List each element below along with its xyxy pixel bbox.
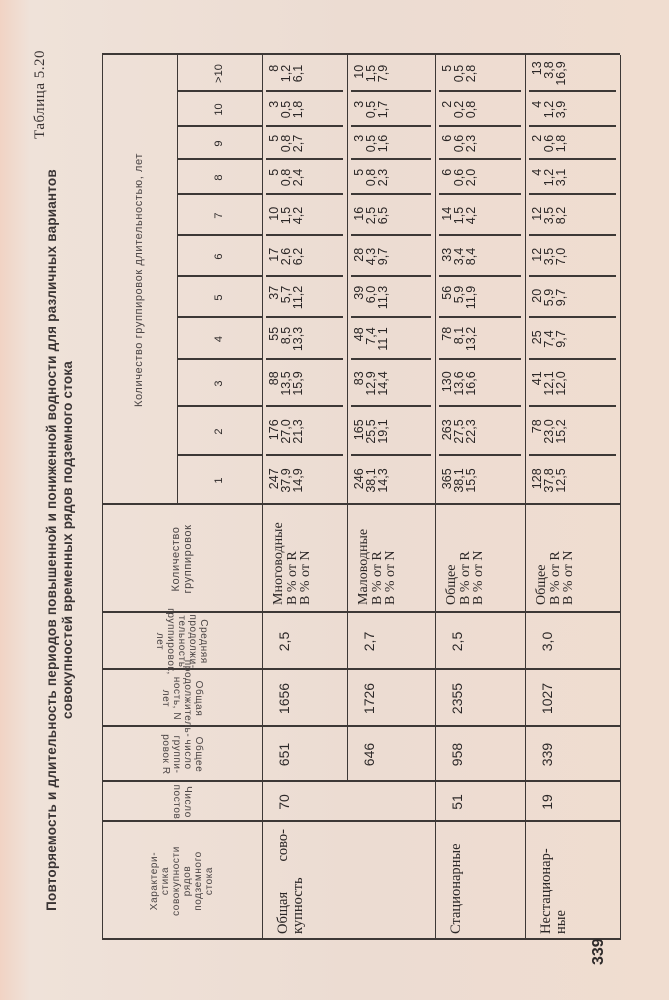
value-stack	[531, 330, 567, 347]
value-percent-r: 0,6	[452, 134, 466, 153]
value-percent-n: 8,2	[554, 206, 568, 225]
value-stack	[353, 101, 389, 118]
row-value-cell	[347, 456, 395, 505]
value-percent-r: 8,1	[452, 326, 466, 345]
value-count: 3	[352, 100, 366, 108]
row-value-cell	[435, 277, 483, 318]
value-count: 3	[267, 100, 281, 108]
row-value-cell	[347, 160, 395, 195]
value-count: 2	[530, 134, 544, 142]
row-stations: 51	[449, 794, 465, 810]
row-group-label-line: Общее	[444, 564, 459, 605]
value-count: 2	[440, 100, 454, 108]
row-value-cell	[262, 277, 310, 318]
value-stack	[531, 468, 567, 492]
value-percent-n: 11 1	[376, 327, 390, 351]
table-title-line-1: Повторяемость и длительность периодов повышенной и пониженной водности для различных вариантов	[44, 169, 59, 911]
header-groupings-count-line: группировок	[182, 524, 194, 594]
header-total-duration-n	[102, 659, 262, 738]
value-stack	[353, 468, 389, 492]
value-stack	[268, 135, 304, 152]
row-value-cell	[262, 318, 310, 360]
value-count: 25	[530, 330, 544, 345]
row-total-duration-n: 1726	[361, 682, 377, 715]
value-stack	[268, 286, 304, 309]
value-percent-r: 1,5	[279, 206, 293, 225]
value-stack	[353, 65, 389, 82]
value-count: 128	[530, 468, 544, 490]
value-percent-r: 3,8	[542, 61, 556, 79]
value-percent-n: 14,4	[376, 371, 390, 396]
row-value-cell	[525, 55, 573, 92]
row-group-label-line: Многоводные	[271, 522, 286, 605]
row-group-label-line: В % от N	[298, 550, 313, 605]
row-total-groups-r: 958	[449, 742, 465, 767]
row-characteristic-line: Стационарные	[448, 843, 464, 934]
value-count: 6	[440, 134, 454, 142]
row-value-cell	[347, 127, 395, 160]
row-group-label	[262, 505, 347, 605]
value-count: 365	[440, 468, 454, 490]
value-count: 4	[530, 100, 544, 108]
value-stack	[441, 286, 477, 309]
value-percent-n: 14,3	[376, 468, 390, 493]
value-percent-n: 15,5	[464, 468, 478, 493]
row-group-label-line: В % от R	[457, 551, 473, 605]
value-stack	[441, 207, 477, 224]
header-total-groups-r-line: ровок R	[160, 734, 171, 775]
header-stations: Число постов	[171, 784, 193, 820]
value-percent-n: 6,2	[291, 247, 305, 266]
value-percent-r: 2,5	[364, 206, 378, 225]
row-value-cell	[435, 92, 483, 127]
value-stack	[531, 101, 567, 118]
value-percent-n: 8,4	[464, 247, 478, 266]
header-total-duration-n-line: ность, N лет	[160, 676, 182, 721]
value-percent-n: 16,9	[554, 61, 568, 86]
row-value-cell	[262, 360, 310, 407]
value-percent-r: 0,8	[364, 168, 378, 187]
value-percent-r: 1,2	[542, 100, 556, 119]
page-number: 339	[590, 938, 607, 965]
value-stack	[268, 101, 304, 118]
row-value-cell	[525, 360, 573, 407]
row-value-cell	[347, 55, 395, 92]
row-characteristic-word: сово-	[275, 829, 291, 862]
value-percent-r: 13,6	[452, 371, 466, 396]
header-duration-9: 9	[213, 140, 225, 147]
header-duration-3: 3	[213, 380, 225, 387]
value-percent-n: 11,9	[464, 285, 478, 310]
header-characteristic-line: подземного	[193, 851, 204, 911]
value-percent-r: 27,5	[452, 419, 466, 444]
row-value-cell	[262, 195, 310, 236]
value-percent-r: 0,8	[279, 168, 293, 187]
value-stack	[441, 371, 477, 395]
row-value-cell	[525, 236, 573, 277]
row-value-cell	[525, 318, 573, 360]
value-count: 88	[267, 371, 281, 386]
value-percent-n: 21,3	[291, 419, 305, 444]
value-count: 48	[352, 327, 366, 342]
value-stack	[268, 169, 304, 186]
row-total-duration-n: 1027	[539, 682, 555, 715]
header-characteristic-line: рядов	[182, 865, 193, 897]
value-percent-r: 37,9	[279, 468, 293, 493]
value-percent-r: 12,1	[542, 371, 556, 396]
row-value-cell	[435, 55, 483, 92]
value-percent-n: 13,2	[464, 326, 478, 352]
value-percent-r: 27,0	[279, 419, 293, 444]
row-group-label-line: В % от R	[284, 551, 300, 605]
value-count: 5	[267, 168, 281, 176]
row-mean-duration: 2,7	[361, 631, 377, 652]
header-characteristic-line: стика	[160, 866, 171, 896]
header-characteristic-line: Характери-	[149, 851, 160, 911]
header-duration-group: Количество группировок длительностью, лет	[133, 152, 145, 408]
value-percent-r: 0,6	[452, 168, 466, 187]
value-percent-r: 38,1	[364, 468, 378, 493]
header-mean-duration-line: лет	[154, 632, 166, 651]
row-mean-duration: 2,5	[449, 631, 465, 652]
row-value-cell	[435, 195, 483, 236]
value-stack	[531, 169, 567, 186]
row-value-cell	[347, 236, 395, 277]
value-percent-r: 7,4	[542, 330, 556, 348]
row-value-cell	[525, 277, 573, 318]
value-stack	[268, 248, 304, 265]
value-stack	[268, 207, 304, 224]
header-mean-duration-line: тельность группировок,	[165, 608, 188, 675]
value-stack	[268, 468, 304, 492]
row-group-label-line: В % от R	[547, 551, 563, 605]
value-percent-r: 5,9	[452, 285, 466, 304]
row-group-label	[347, 505, 435, 605]
value-percent-n: 19,1	[376, 419, 390, 444]
value-count: 8	[267, 64, 281, 72]
value-count: 5	[440, 64, 454, 72]
value-count: 263	[440, 419, 454, 441]
value-stack	[441, 169, 477, 186]
value-percent-n: 1,8	[291, 100, 305, 119]
row-characteristic-line: Нестационар-	[538, 848, 554, 934]
value-percent-n: 2,3	[376, 168, 390, 187]
row-value-cell	[347, 195, 395, 236]
row-value-cell	[347, 92, 395, 127]
value-percent-n: 12,5	[554, 468, 568, 493]
row-characteristic-line: ные	[553, 910, 569, 934]
value-percent-n: 9,7	[554, 330, 568, 348]
row-value-cell	[525, 195, 573, 236]
row-characteristic-word: купность	[290, 877, 306, 934]
value-percent-n: 12,0	[554, 371, 568, 396]
value-percent-r: 5,9	[542, 288, 556, 307]
value-percent-r: 37,8	[542, 468, 556, 493]
table-title-line-2: совокупностей временных рядов подземного стока	[60, 360, 75, 720]
row-value-cell	[525, 127, 573, 160]
value-stack	[531, 248, 567, 265]
header-duration-6: 6	[213, 253, 225, 260]
value-percent-n: 11,3	[376, 285, 390, 310]
value-count: 12	[530, 206, 544, 221]
value-stack	[441, 135, 477, 152]
row-value-cell	[262, 456, 310, 505]
row-stations: 70	[276, 794, 292, 810]
value-count: 14	[440, 206, 454, 221]
value-percent-r: 0,6	[542, 134, 556, 153]
value-percent-r: 12,9	[364, 371, 378, 396]
value-stack	[441, 327, 477, 351]
value-percent-n: 22,3	[464, 419, 478, 444]
row-mean-duration: 3,0	[539, 631, 555, 652]
value-count: 246	[352, 468, 366, 490]
header-duration-11: >10	[213, 64, 225, 83]
value-percent-n: 16,6	[464, 371, 478, 396]
row-value-cell	[262, 160, 310, 195]
value-stack	[441, 248, 477, 265]
row-value-cell	[262, 127, 310, 160]
value-percent-n: 3,1	[554, 168, 568, 187]
header-mean-duration-line: Средняя продолжи-	[187, 614, 210, 669]
row-characteristic-word: Общая	[275, 891, 291, 934]
value-count: 12	[530, 247, 544, 262]
value-percent-n: 6,5	[376, 206, 390, 225]
value-stack	[268, 327, 304, 351]
value-count: 78	[440, 326, 454, 341]
header-total-duration-n-line: Общая продолжитель-	[182, 659, 204, 738]
value-stack	[441, 419, 477, 443]
value-percent-r: 13,5	[279, 371, 293, 396]
value-count: 28	[352, 247, 366, 262]
value-percent-n: 15,2	[554, 419, 568, 444]
value-count: 83	[352, 371, 366, 386]
value-count: 17	[267, 247, 281, 262]
header-duration-10: 10	[213, 103, 225, 116]
header-duration-7: 7	[213, 212, 225, 219]
value-percent-n: 1,8	[554, 134, 568, 153]
value-count: 33	[440, 247, 454, 262]
row-value-cell	[347, 318, 395, 360]
value-stack	[531, 289, 567, 306]
value-count: 176	[267, 419, 281, 441]
row-value-cell	[262, 55, 310, 92]
row-value-cell	[435, 407, 483, 456]
value-count: 39	[352, 285, 366, 300]
row-value-cell	[435, 127, 483, 160]
value-percent-n: 9,7	[554, 288, 568, 307]
row-group-label-line: Общее	[534, 564, 549, 605]
value-stack	[441, 65, 477, 82]
value-percent-r: 7,4	[364, 327, 378, 345]
header-duration-2: 2	[213, 428, 225, 435]
row-value-cell	[347, 277, 395, 318]
table-title	[44, 140, 76, 940]
value-count: 247	[267, 468, 281, 490]
value-stack	[353, 248, 389, 265]
value-stack	[353, 371, 389, 395]
row-value-cell	[525, 407, 573, 456]
value-stack	[441, 468, 477, 492]
value-stack	[353, 135, 389, 152]
value-count: 78	[530, 419, 544, 434]
value-count: 41	[530, 371, 544, 386]
value-percent-r: 1,2	[279, 64, 293, 83]
row-value-cell	[262, 407, 310, 456]
row-group-label	[525, 505, 620, 605]
row-value-cell	[435, 160, 483, 195]
value-percent-n: 3,9	[554, 100, 568, 119]
value-count: 56	[440, 285, 454, 300]
row-value-cell	[347, 360, 395, 407]
row-group-label-line: Маловодные	[356, 528, 371, 605]
row-value-cell	[262, 236, 310, 277]
value-percent-n: 4,2	[291, 206, 305, 225]
value-stack	[531, 61, 567, 85]
value-percent-r: 6,0	[364, 285, 378, 304]
value-count: 10	[352, 64, 366, 79]
value-percent-n: 11,2	[291, 285, 305, 310]
table-number: Таблица 5.20	[32, 50, 48, 139]
table-bottom-rule	[620, 55, 621, 940]
value-count: 20	[530, 288, 544, 303]
row-value-cell	[435, 360, 483, 407]
row-value-cell	[347, 407, 395, 456]
row-group-label	[435, 505, 525, 605]
row-total-groups-r: 651	[276, 742, 292, 767]
row-value-cell	[525, 160, 573, 195]
value-count: 10	[267, 206, 281, 221]
value-stack	[441, 101, 477, 118]
value-percent-r: 4,3	[364, 247, 378, 266]
value-percent-n: 1,6	[376, 134, 390, 153]
value-percent-n: 2,3	[464, 134, 478, 153]
value-stack	[353, 207, 389, 224]
header-groupings-count-line: Количество	[170, 526, 182, 592]
row-group-label-line: В % от N	[383, 550, 398, 605]
value-percent-n: 14,9	[291, 468, 305, 493]
header-duration-5: 5	[213, 294, 225, 301]
value-stack	[531, 371, 567, 395]
value-stack	[531, 419, 567, 443]
row-characteristic	[435, 822, 525, 934]
value-percent-n: 2,0	[464, 168, 478, 187]
value-count: 16	[352, 206, 366, 221]
value-count: 55	[267, 326, 281, 341]
header-groupings-count	[102, 505, 262, 613]
value-percent-r: 25,5	[364, 419, 378, 444]
value-percent-r: 1,2	[542, 168, 556, 187]
value-percent-r: 0,8	[279, 134, 293, 153]
value-stack	[268, 371, 304, 395]
value-count: 3	[352, 134, 366, 142]
row-stations: 19	[539, 794, 555, 810]
row-group-label-line: В % от N	[561, 550, 576, 605]
value-percent-n: 4,2	[464, 206, 478, 225]
value-percent-n: 7,9	[376, 64, 390, 83]
header-duration-1: 1	[213, 477, 225, 484]
value-percent-r: 38,1	[452, 468, 466, 493]
value-percent-r: 0,5	[364, 100, 378, 119]
value-count: 5	[267, 134, 281, 142]
value-stack	[531, 207, 567, 224]
value-stack	[353, 419, 389, 443]
value-percent-r: 3,5	[542, 206, 556, 225]
value-percent-n: 1,7	[376, 100, 390, 119]
value-percent-r: 0,5	[364, 134, 378, 153]
row-group-label-line: В % от R	[369, 551, 385, 605]
value-count: 165	[352, 419, 366, 441]
value-stack	[353, 169, 389, 186]
row-total-groups-r: 339	[539, 742, 555, 767]
row-value-cell	[435, 318, 483, 360]
value-percent-r: 3,4	[452, 247, 466, 266]
value-percent-r: 8,5	[279, 326, 293, 345]
value-percent-r: 2,6	[279, 247, 293, 266]
header-duration-4: 4	[213, 335, 225, 343]
value-stack	[353, 327, 389, 350]
row-value-cell	[525, 92, 573, 127]
row-value-cell	[262, 92, 310, 127]
value-stack	[268, 65, 304, 82]
row-group-label-line: В % от N	[471, 550, 486, 605]
value-count: 6	[440, 168, 454, 176]
value-count: 130	[440, 371, 454, 393]
value-stack	[353, 286, 389, 309]
row-characteristic	[525, 822, 620, 934]
value-stack	[268, 419, 304, 443]
value-percent-n: 15,9	[291, 371, 305, 396]
value-count: 13	[530, 61, 544, 76]
header-duration-8: 8	[213, 174, 225, 181]
value-percent-r: 1,5	[452, 206, 466, 225]
row-value-cell	[525, 456, 573, 505]
value-stack	[531, 135, 567, 152]
value-percent-r: 0,2	[452, 100, 466, 119]
value-percent-r: 3,5	[542, 247, 556, 266]
value-percent-r: 1,5	[364, 64, 378, 83]
value-percent-n: 7,0	[554, 247, 568, 266]
value-percent-r: 0,5	[452, 64, 466, 83]
value-percent-n: 2,8	[464, 64, 478, 83]
value-percent-n: 9,7	[376, 247, 390, 266]
value-count: 4	[530, 168, 544, 176]
value-percent-r: 0,5	[279, 100, 293, 119]
row-mean-duration: 2,5	[276, 631, 292, 652]
row-characteristic	[262, 822, 435, 934]
value-percent-n: 0,8	[464, 100, 478, 119]
value-percent-r: 23,0	[542, 419, 556, 444]
value-count: 37	[267, 285, 281, 300]
header-characteristic-line: совокупности	[171, 846, 182, 916]
value-percent-r: 5,7	[279, 285, 293, 304]
value-percent-n: 13,3	[291, 326, 305, 352]
value-count: 5	[352, 168, 366, 176]
row-total-duration-n: 1656	[276, 682, 292, 715]
row-total-duration-n: 2355	[449, 682, 465, 715]
value-percent-n: 2,7	[291, 134, 305, 153]
header-total-groups-r-line: Общее число группи-	[171, 735, 204, 774]
row-total-groups-r: 646	[361, 742, 377, 767]
row-value-cell	[435, 456, 483, 505]
value-percent-n: 2,4	[291, 168, 305, 187]
header-characteristic	[102, 822, 262, 940]
header-mean-duration	[102, 608, 262, 675]
value-percent-n: 6,1	[291, 64, 305, 83]
row-value-cell	[435, 236, 483, 277]
header-characteristic-line: стока	[204, 866, 215, 896]
